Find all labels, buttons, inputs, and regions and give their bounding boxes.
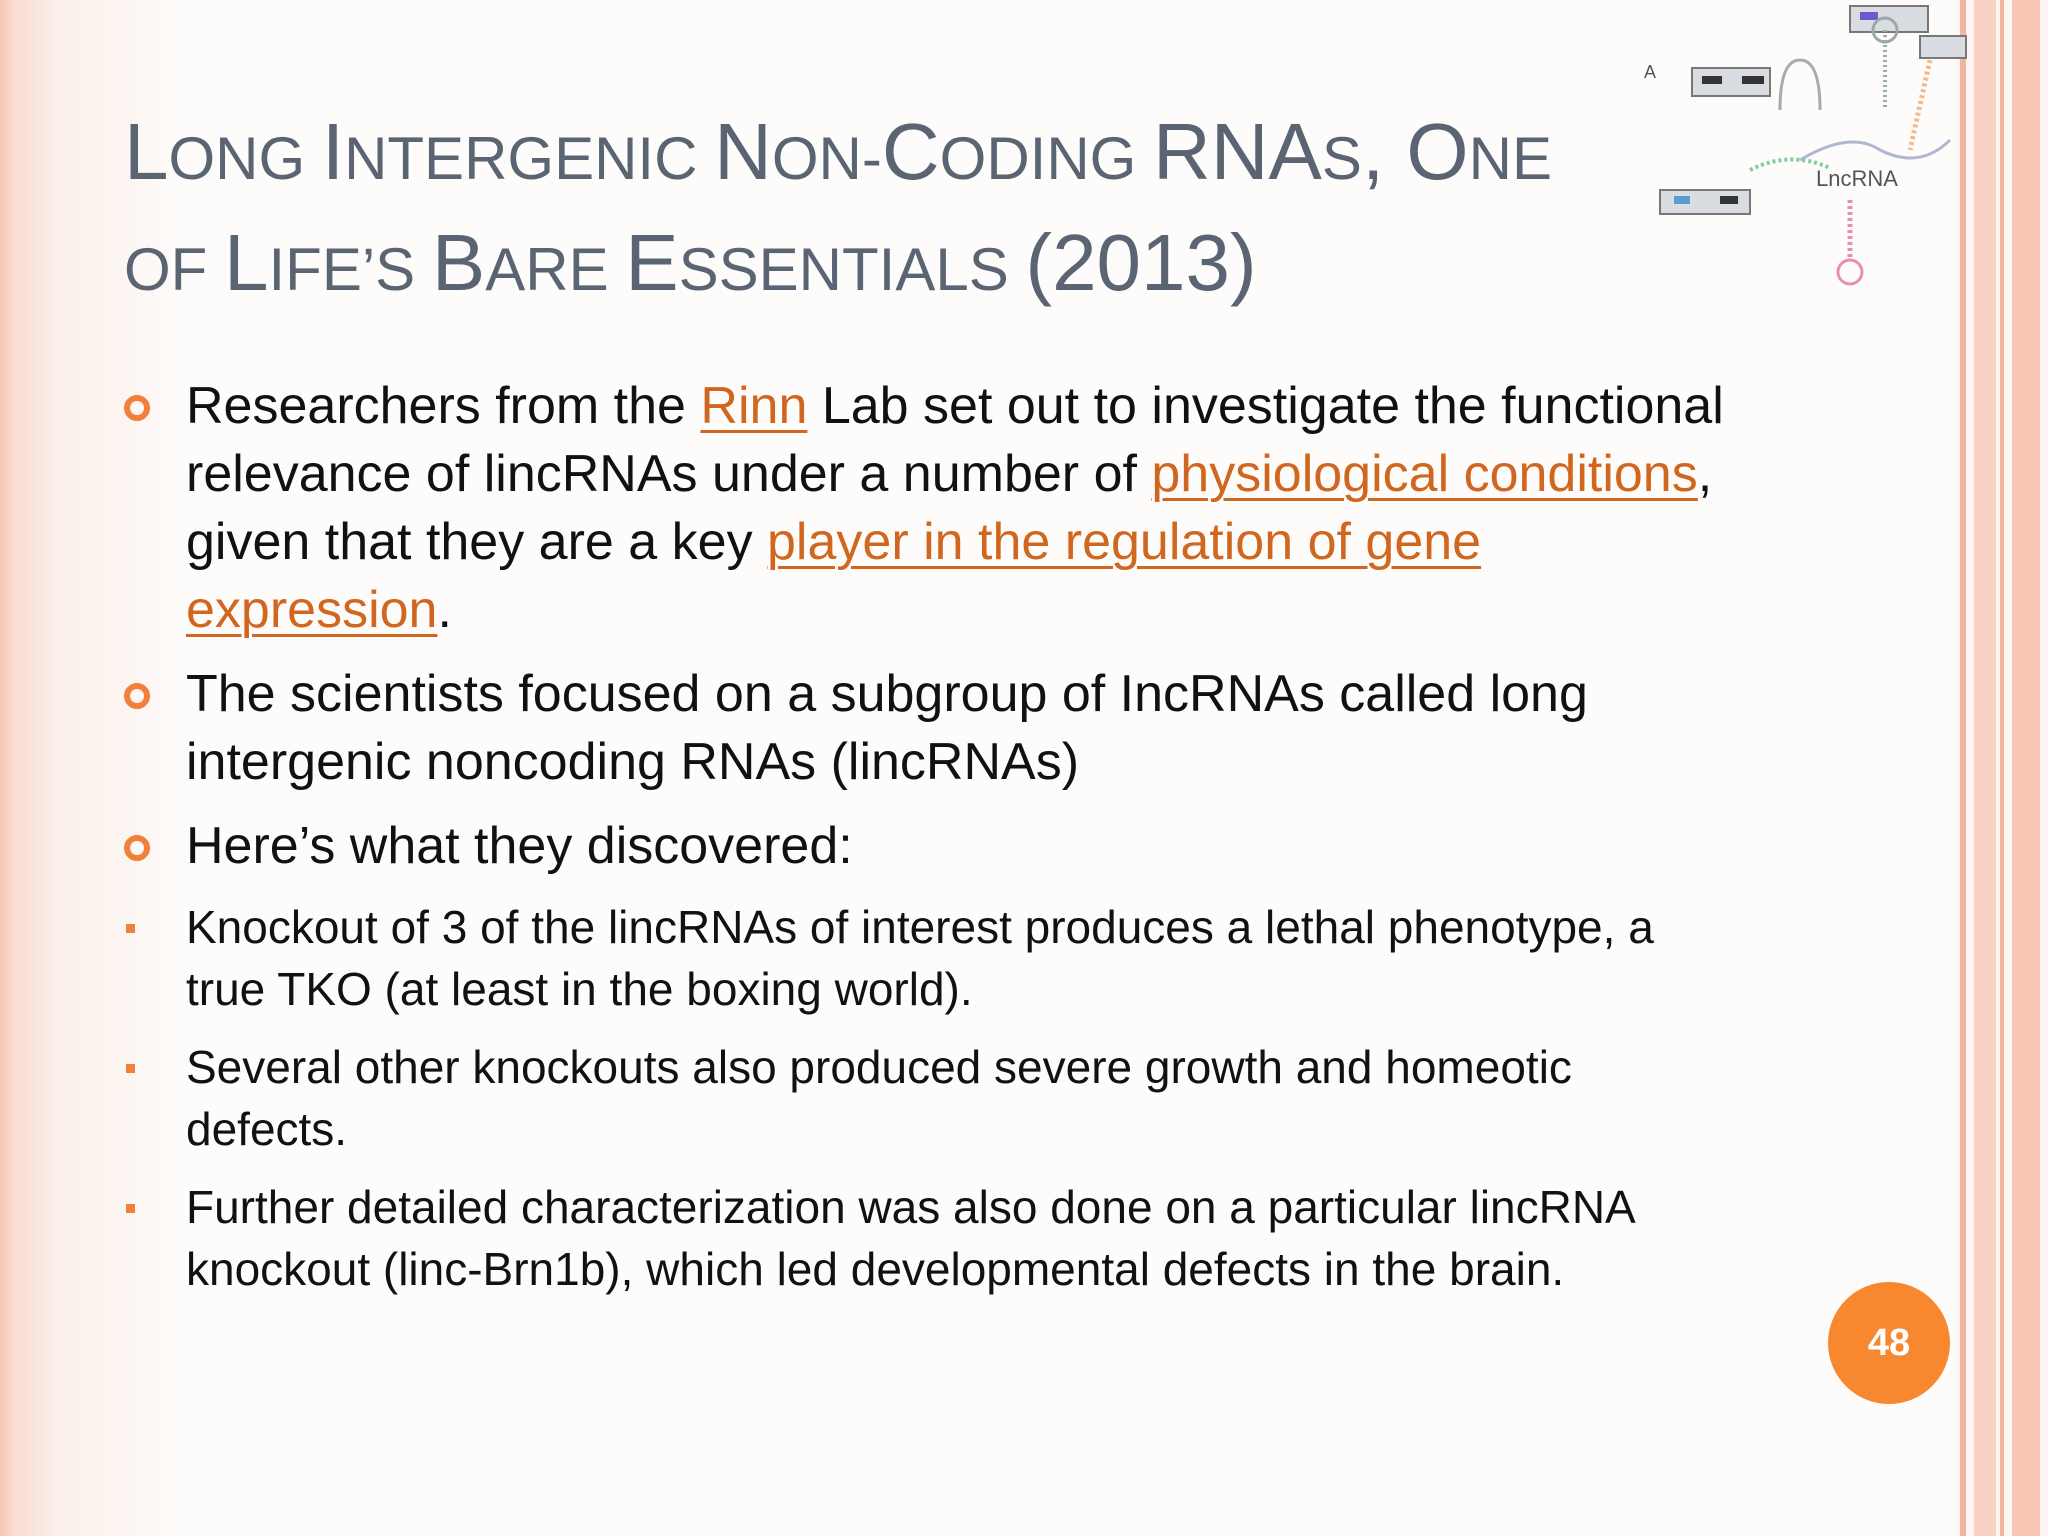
title-cap: , O xyxy=(1361,107,1469,196)
title-small-caps: ON- xyxy=(771,125,882,192)
bullet-item xyxy=(124,812,1744,880)
sub-bullet-item xyxy=(124,1036,1744,1160)
bullet-text: Researchers from the xyxy=(186,377,701,435)
title-line-1 xyxy=(124,100,1774,211)
title-small-caps: S xyxy=(1321,125,1362,192)
sub-bullet-item xyxy=(124,1176,1744,1300)
square-bullet-icon xyxy=(126,924,135,933)
title-small-caps: IFE’S xyxy=(268,236,432,303)
bullet-text: Further detailed characterization was also done on a particular lincRNA knockout (linc-Brn1b), which led developmental defects in the brain. xyxy=(186,1181,1634,1295)
title-cap: I xyxy=(321,107,345,196)
slide-title xyxy=(124,100,1774,322)
bullet-list xyxy=(124,372,1744,1316)
title-cap: RNA xyxy=(1153,107,1322,196)
bullet-item xyxy=(124,372,1744,644)
title-small-caps: ARE xyxy=(485,236,626,303)
page-number-badge: 48 xyxy=(1828,1282,1950,1404)
title-cap: C xyxy=(881,107,940,196)
title-small-caps: NE xyxy=(1468,125,1552,192)
diagram-label: LncRNA xyxy=(1816,166,1898,191)
title-cap: N xyxy=(714,107,772,196)
bullet-text: Lab set out to investigate the functional relevance of lincRNAs under a number of xyxy=(186,377,1724,503)
title-small-caps: OF xyxy=(124,236,224,303)
sub-bullet-item xyxy=(124,896,1744,1020)
bullet-text: The scientists focused on a subgroup of IncRNAs called long intergenic noncoding RNAs (lincRNAs) xyxy=(186,665,1588,791)
title-line-2 xyxy=(124,211,1774,322)
title-small-caps: ODING xyxy=(939,125,1153,192)
bullet-item xyxy=(124,660,1744,796)
square-bullet-icon xyxy=(126,1204,135,1213)
inline-link[interactable]: player in the regulation of gene expression xyxy=(186,513,1482,639)
title-small-caps: NTERGENIC xyxy=(344,125,715,192)
bullet-text: Several other knockouts also produced severe growth and homeotic defects. xyxy=(186,1041,1572,1155)
title-cap: B xyxy=(431,218,486,307)
ring-bullet-icon xyxy=(124,395,150,421)
bullet-text: . xyxy=(437,581,452,639)
square-bullet-icon xyxy=(126,1064,135,1073)
inline-link[interactable]: Rinn xyxy=(700,377,808,435)
inline-link[interactable]: physiological conditions xyxy=(1151,445,1698,503)
title-cap: L xyxy=(224,218,269,307)
diagram-panel-letter: A xyxy=(1644,62,1657,82)
bullet-text: , given that they are a key xyxy=(186,445,1713,571)
ring-bullet-icon xyxy=(124,835,150,861)
title-cap: E xyxy=(625,218,679,307)
ring-bullet-icon xyxy=(124,683,150,709)
title-cap: (2013) xyxy=(1025,218,1257,307)
bullet-text: Here’s what they discovered: xyxy=(186,817,853,875)
bullet-text: Knockout of 3 of the lincRNAs of interest produces a lethal phenotype, a true TKO (at least in the boxing world). xyxy=(186,901,1654,1015)
title-small-caps: ONG xyxy=(168,125,322,192)
title-small-caps: SSENTIALS xyxy=(678,236,1026,303)
title-cap: L xyxy=(124,107,169,196)
